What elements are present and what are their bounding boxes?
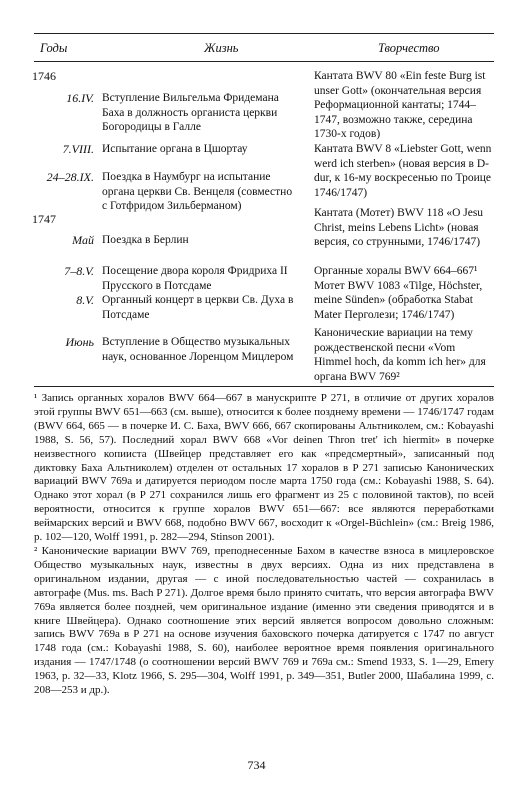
header-works: Творчество (378, 41, 440, 55)
work-bwv769: Канонические вариации на тему рождественской песни «Vom Himmel hoch, da komm ich her» для органа BWV 769² (314, 327, 486, 383)
work-bwv664-1083: Органные хоралы BWV 664–667¹ Мотет BWV 1083 «Tilge, Höchster, meine Sünden» (обработка Stabat Mater Перголези; 1746/1747) (314, 265, 483, 321)
life-berlin: Поездка в Берлин (102, 234, 189, 246)
table-bottom-rule (34, 386, 494, 387)
life-naumburg: Поездка в Наумбург на испытание органа церкви Св. Венцеля (совместно с Готфридом Зильберманом) (102, 171, 293, 212)
header-years: Годы (40, 41, 68, 55)
work-bwv80: Кантата BWV 80 «Ein feste Burg ist unser Gott» (окончательная версия Реформационной кантаты; 1744–1747, возможно также, середина 1730-х годов) (314, 70, 486, 140)
date-7-viii: 7.VIII. (62, 142, 94, 156)
life-friedemann: Вступление Вильгельма Фридемана Баха в должность органиста церкви Богородицы в Галле (102, 92, 279, 133)
life-zschortau: Испытание органа в Цшортау (102, 143, 248, 155)
header-life: Жизнь (204, 41, 239, 55)
footnote-1: ¹ Запись органных хоралов BWV 664—667 в манускрипте P 271, в отличие от других хоралов этой группы BWV 651—663 (см. выше), относится к более позднему времени — 1746/1747 годам (BWV 664, 665 — в почерке И. С. Баха, BWV 666, 667 скопированы Альтниколем, см.: Kobayashi 1988, S. 56, 57). Последний хорал BWV 668 «Vor deinen Thron tret' ich hiermit» в почерке неизвестного копииста (Швейцер представляет его как «предсмертный», записанный под диктовку Баха Альтниколем) отделен от остальных 17 хоралов в P 271 записью Канонических вариаций BWV 769a и датируется периодом после марта 1750 года (см.: Kobayashi 1988, S. 64). Однако этот хорал (в P 271 сохранился лишь его фрагмент из 25 с половиной тактов), по всей вероятности, относится к группе хоралов BWV 651—667: все являются переработками веймарских версий и BWV 668, подобно BWV 667, восходит к «Orgel-Büchlein» (см.: Breig 1986, p. 102—120, Wolff 1991, p. 282—294, Stinson 2001). (34, 392, 494, 544)
date-7-8-v: 7–8.V. (64, 264, 94, 278)
date-june: Июнь (65, 335, 94, 349)
work-bwv118: Кантата (Мотет) BWV 118 «O Jesu Christ, meins Lebens Licht» (новая версия, со струнными, 1746/1747) (314, 207, 484, 248)
date-24-28-ix: 24–28.IX. (46, 170, 94, 184)
life-mizler-society: Вступление в Общество музыкальных наук, основанное Лоренцом Мицлером (102, 336, 294, 363)
date-8-v: 8.V. (76, 293, 94, 307)
date-16-iv: 16.IV. (66, 91, 94, 105)
life-potsdam-court: Посещение двора короля Фридриха II Прусского в Потсдаме (102, 265, 288, 292)
date-may: Май (72, 233, 94, 247)
footnotes (34, 392, 494, 698)
footnote-2: ² Канонические вариации BWV 769, преподнесенные Бахом в качестве взноса в мицлеровское Общество музыкальных наук, известны в двух версиях. Одна из них представлена в оригинальном издании, другая — с иной последовательностью частей — сохранилась в автографе (Mus. ms. Bach P 271). Долгое время было принято считать, что версия автографа BWV 769a является более поздней, чем оригинальное издание (именно эти сведения приводятся и в книге Швейцера). Однако соотношение этих версий является вопросом довольно сложным: запись BWV 769a в P 271 на основе изучения баховского почерка датируется с 1747 по август 1748 года (см.: Kobayashi 1988, S. 60), наиболее вероятное время появления оригинального издания — 1747/1748 (о соотношении версий BWV 769 и 769a см.: Smend 1933, S. 1—29, Emery 1963, p. 32—33, Klotz 1966, S. 295—304, Wolff 1991, p. 349—351, Butler 2000, Шабалина 1999, с. 208—253 и др.). (34, 544, 494, 697)
page-number: 734 (247, 758, 266, 772)
header-rule (34, 61, 494, 62)
year-1746: 1746 (32, 69, 56, 83)
year-1747: 1747 (32, 212, 56, 226)
life-organ-concert: Органный концерт в церкви Св. Духа в Потсдаме (102, 294, 294, 321)
work-bwv8: Кантата BWV 8 «Liebster Gott, wenn werd ich sterben» (новая версия в D-dur, к 16-му воскресенью по Троице 1746/1747) (314, 143, 492, 199)
top-rule (34, 33, 494, 34)
